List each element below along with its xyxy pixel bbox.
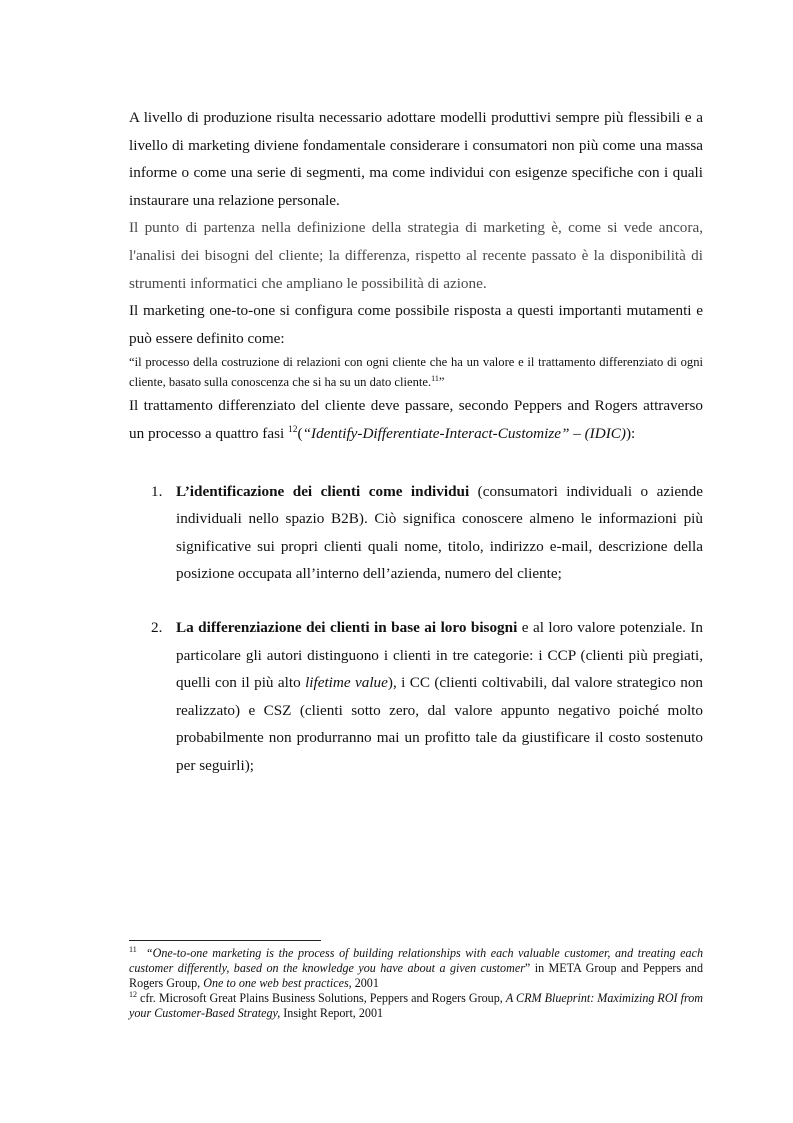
paragraph-one-to-one: Il marketing one-to-one si configura come possibile risposta a questi importanti mutamenti e può essere definito come: <box>129 302 703 347</box>
footnote-ref-11[interactable]: 11 <box>431 374 439 384</box>
footnote-text: ” in META Group and Peppers and Rogers Group, <box>129 961 704 991</box>
footnote-ref-12[interactable]: 12 <box>288 424 298 435</box>
paragraph-starting-point: Il punto di partenza nella definizione della strategia di marketing è, come si vede ancora, l'analisi dei bisogni del cliente; la differenza, rispetto al recente passato è la disponibilità di strumenti informatici che ampliano le possibilità di azione. <box>129 219 703 292</box>
footnote-title: One to one web best practices, <box>203 976 352 991</box>
body-text <box>129 104 703 779</box>
footnote-title: A CRM Blueprint: Maximizing ROI from your Customer-Based Strategy, <box>129 991 704 1021</box>
paragraph-idic-intro <box>129 392 703 447</box>
lifetime-value-term: lifetime value <box>305 674 388 692</box>
paragraph-production: A livello di produzione risulta necessario adottare modelli produttivi sempre più flessibili e a livello di marketing diviene fondamentale considerare i consumatori non più come una massa informe o come una serie di segmenti, ma come individui con esigenze specifiche con i quali instaurare una relazione personale. <box>129 109 703 209</box>
idic-close: ): <box>625 424 636 442</box>
footnote-divider <box>129 940 321 941</box>
footnote-11 <box>129 946 703 991</box>
list-item <box>129 478 703 588</box>
idic-acronym: “Identify-Differentiate-Interact-Customize” – (IDIC) <box>302 424 626 442</box>
idic-phase-list <box>129 478 703 780</box>
list-item <box>129 614 703 780</box>
footnote-mark: 12 <box>129 990 137 1000</box>
footnote-quote: “One-to-one marketing is the process of building relationships with each valuable customer, and treating each customer differently, based on the knowledge you have about a given customer <box>129 946 704 976</box>
footnote-text: cfr. Microsoft Great Plains Business Solutions, Peppers and Rogers Group, <box>137 991 506 1006</box>
list-item-heading: La differenziazione dei clienti in base ai loro bisogni <box>176 618 518 636</box>
quote-text: “il processo della costruzione di relazioni con ogni cliente che ha un valore e il trattamento differenziato di ogni cliente, basato sulla conoscenza che si ha su un dato cliente. <box>129 355 703 390</box>
idic-intro-text: Il trattamento differenziato del cliente deve passare, secondo Peppers and Rogers attraverso un processo a quattro fasi <box>129 397 703 442</box>
quote-close: ” <box>438 375 445 390</box>
footnote-year: Insight Report, 2001 <box>280 1006 384 1021</box>
footnote-year: 2001 <box>351 976 379 991</box>
list-item-text: (consumatori individuali o aziende individuali nello spazio B2B). Ciò significa conoscere almeno le informazioni più significative sui propri clienti quali nome, titolo, indirizzo e-mail, descrizione della posizione occupata all’interno dell’azienda, numero del cliente; <box>176 482 703 583</box>
footnote-12 <box>129 991 703 1021</box>
list-item-text: e al loro valore potenziale. In particolare gli autori distinguono i clienti in tre categorie: i CCP (clienti più pregiati, quelli con il più alto <box>176 618 703 692</box>
footnotes <box>129 946 703 1021</box>
list-item-text-cont: ), i CC (clienti coltivabili, dal valore strategico non realizzato) e CSZ (clienti sotto zero, dal valore appunto negativo poiché molto probabilmente non produrranno mai un profitto tale da giustificare il costo sostenuto per seguirli); <box>176 674 704 774</box>
idic-open-paren: ( <box>297 424 303 442</box>
definition-quote <box>129 352 703 392</box>
footnote-mark: 11 <box>129 945 137 954</box>
list-item-heading: L’identificazione dei clienti come individui <box>176 482 470 500</box>
list-number: 2. <box>151 618 163 636</box>
list-number: 1. <box>151 482 163 500</box>
